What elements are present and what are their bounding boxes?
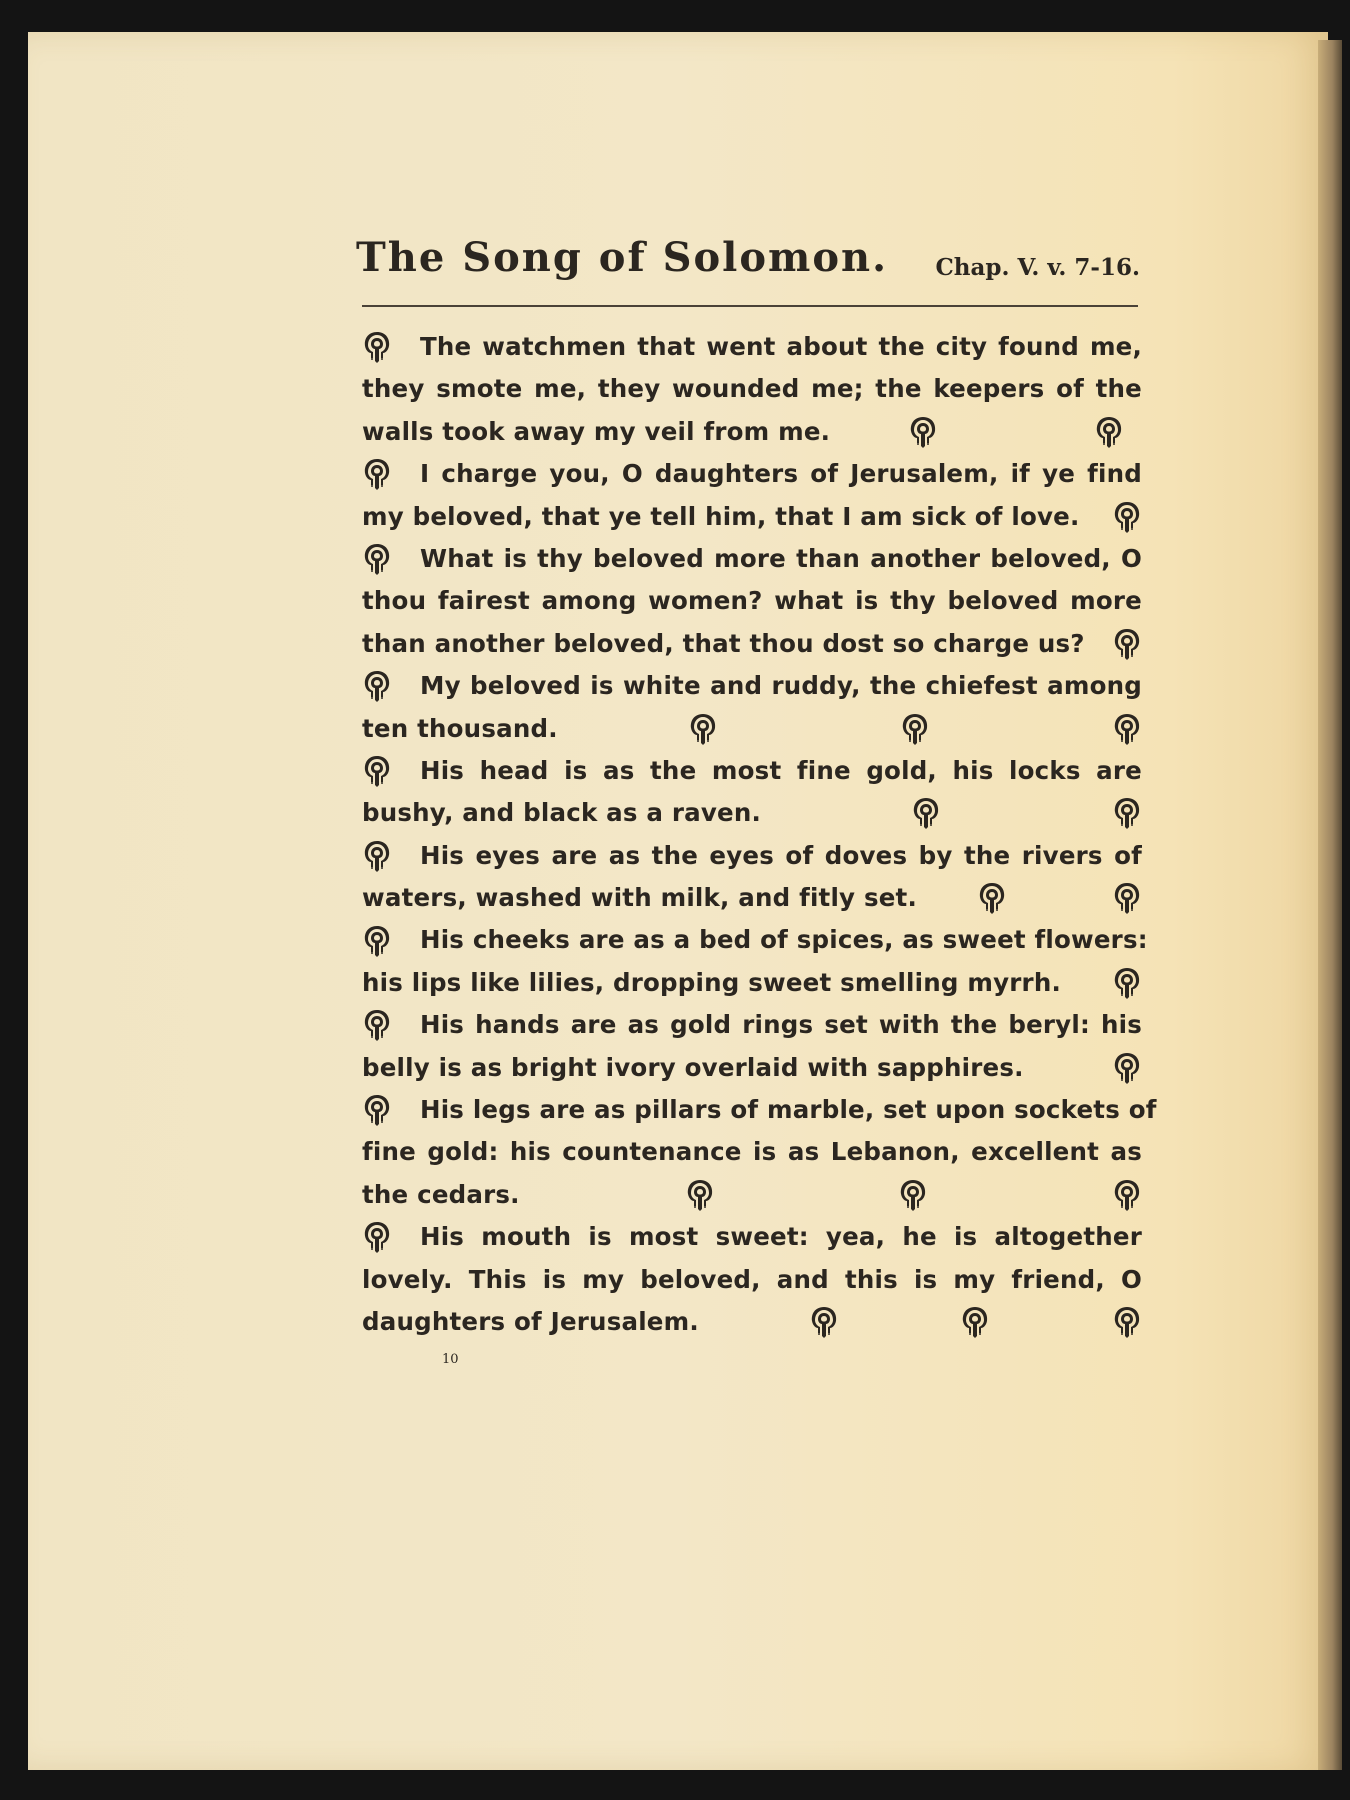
text-line: lovely. This is my beloved, and this is my friend, O bbox=[362, 1264, 1142, 1294]
fleuron-ornament-icon bbox=[362, 1008, 392, 1042]
fleuron-ornament-icon bbox=[1112, 966, 1142, 1000]
header-rule bbox=[362, 305, 1138, 307]
fleuron-ornament-icon bbox=[960, 1305, 990, 1339]
text-line: his lips like lilies, dropping sweet smelling myrrh. bbox=[362, 962, 1142, 1004]
fleuron-ornament-icon bbox=[898, 1178, 928, 1212]
text-line: I charge you, O daughters of Jerusalem, if ye find bbox=[362, 453, 1142, 495]
fleuron-ornament-icon bbox=[362, 754, 392, 788]
fleuron-ornament-icon bbox=[1112, 1305, 1142, 1339]
text-line: The watchmen that went about the city found me, bbox=[362, 326, 1142, 368]
fleuron-ornament-icon bbox=[911, 796, 941, 830]
fleuron-ornament-icon bbox=[362, 1093, 392, 1127]
verse-text bbox=[362, 326, 1157, 1343]
fleuron-ornament-icon bbox=[362, 457, 392, 491]
fleuron-ornament-icon bbox=[362, 542, 392, 576]
page-title: The Song of Solomon. bbox=[356, 234, 889, 281]
fleuron-ornament-icon bbox=[362, 839, 392, 873]
fleuron-ornament-icon bbox=[688, 712, 718, 746]
fleuron-ornament-icon bbox=[1112, 1051, 1142, 1085]
fleuron-ornament-icon bbox=[1112, 881, 1142, 915]
fleuron-ornament-icon bbox=[685, 1178, 715, 1212]
fleuron-ornament-icon bbox=[362, 924, 392, 958]
text-line: fine gold: his countenance is as Lebanon, excellent as bbox=[362, 1137, 1142, 1167]
fleuron-ornament-icon bbox=[1112, 712, 1142, 746]
text-line: waters, washed with milk, and fitly set. bbox=[362, 877, 1142, 919]
text-line: belly is as bright ivory overlaid with sapphires. bbox=[362, 1047, 1142, 1089]
chapter-reference: Chap. V. v. 7-16. bbox=[935, 254, 1140, 281]
text-line: the cedars. bbox=[362, 1174, 1142, 1216]
fleuron-ornament-icon bbox=[362, 669, 392, 703]
fleuron-ornament-icon bbox=[1112, 627, 1142, 661]
running-header bbox=[332, 208, 1140, 288]
text-line: His head is as the most fine gold, his locks are bbox=[362, 750, 1142, 792]
text-line: My beloved is white and ruddy, the chiefest among bbox=[362, 665, 1142, 707]
text-line: His hands are as gold rings set with the beryl: his bbox=[362, 1004, 1142, 1046]
text-line: daughters of Jerusalem. bbox=[362, 1301, 1142, 1343]
text-line: His cheeks are as a bed of spices, as sweet flowers: bbox=[362, 919, 1142, 961]
fleuron-ornament-icon bbox=[362, 330, 392, 364]
fleuron-ornament-icon bbox=[1112, 1178, 1142, 1212]
fleuron-ornament-icon bbox=[977, 881, 1007, 915]
fleuron-ornament-icon bbox=[1112, 500, 1142, 534]
text-line: bushy, and black as a raven. bbox=[362, 792, 1142, 834]
fleuron-ornament-icon bbox=[908, 415, 938, 449]
text-line: His legs are as pillars of marble, set upon sockets of bbox=[362, 1089, 1142, 1131]
text-line: than another beloved, that thou dost so charge us? bbox=[362, 623, 1142, 665]
text-line: walls took away my veil from me. bbox=[362, 411, 1142, 453]
text-line: His eyes are as the eyes of doves by the rivers of bbox=[362, 835, 1142, 877]
page-number: 10 bbox=[442, 1352, 459, 1367]
fleuron-ornament-icon bbox=[1112, 796, 1142, 830]
text-line: ten thousand. bbox=[362, 708, 1142, 750]
fleuron-ornament-icon bbox=[900, 712, 930, 746]
fleuron-ornament-icon bbox=[1094, 415, 1124, 449]
text-line: thou fairest among women? what is thy beloved more bbox=[362, 586, 1142, 616]
page-edge bbox=[1318, 40, 1342, 1770]
text-line: they smote me, they wounded me; the keepers of the bbox=[362, 374, 1142, 404]
text-line: What is thy beloved more than another beloved, O bbox=[362, 538, 1142, 580]
fleuron-ornament-icon bbox=[362, 1220, 392, 1254]
text-line: His mouth is most sweet: yea, he is altogether bbox=[362, 1216, 1142, 1258]
fleuron-ornament-icon bbox=[809, 1305, 839, 1339]
text-line: my beloved, that ye tell him, that I am sick of love. bbox=[362, 496, 1142, 538]
